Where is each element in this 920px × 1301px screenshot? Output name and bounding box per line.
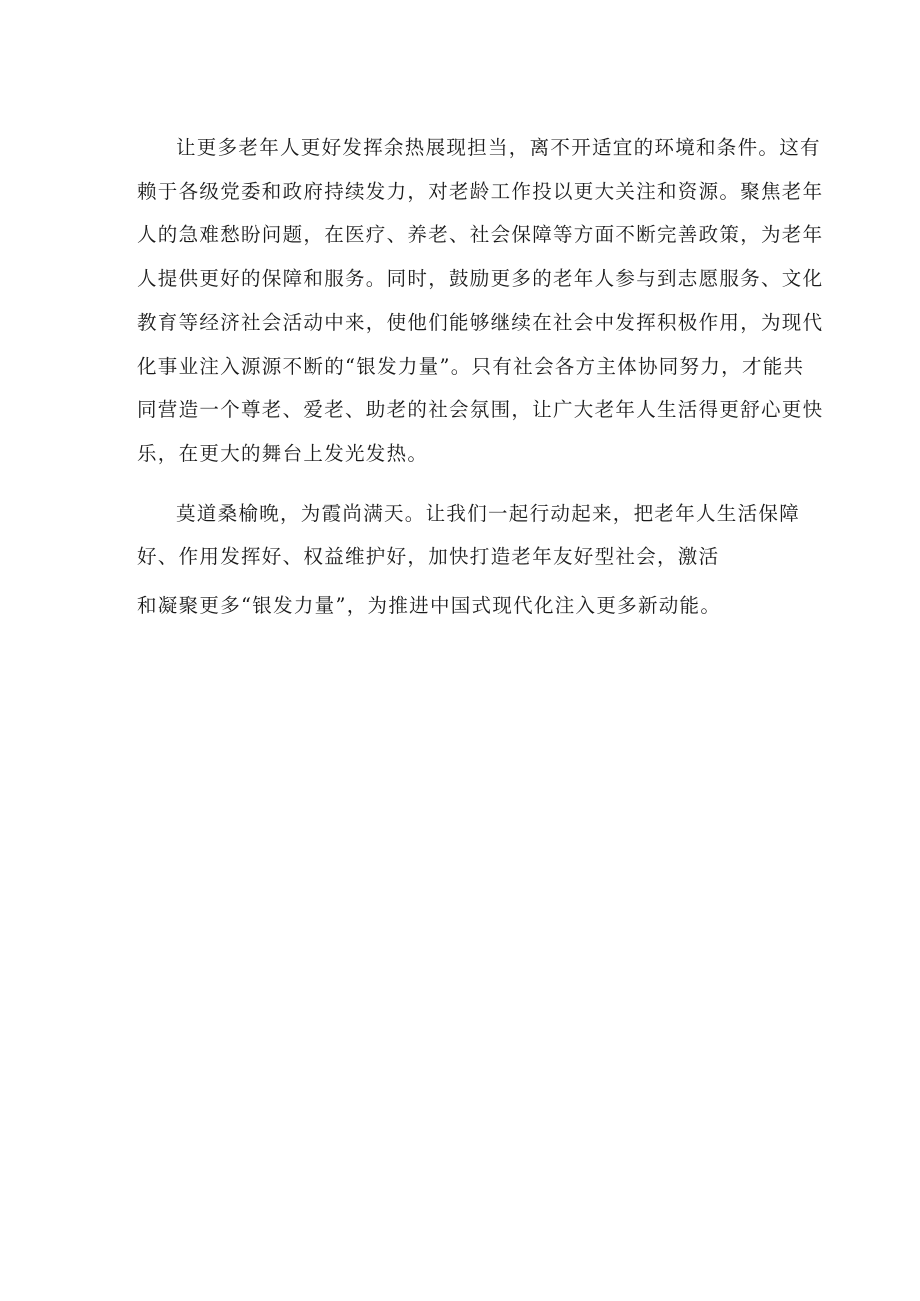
paragraph-line: 教育等经济社会活动中来，使他们能够继续在社会中发挥积极作用，为现代 <box>137 310 824 334</box>
paragraph-3 <box>137 584 793 627</box>
paragraph-line: 莫道桑榆晚，为霞尚满天。让我们一起行动起来，把老年人生活保障 <box>176 501 801 525</box>
paragraph-line: 和凝聚更多“银发力量”，为推进中国式现代化注入更多新动能。 <box>137 593 722 617</box>
paragraph-line: 赖于各级党委和政府持续发力，对老龄工作投以更大关注和资源。聚焦老年 <box>137 179 824 203</box>
paragraph-line: 化事业注入源源不断的“银发力量”。只有社会各方主体协同努力，才能共 <box>137 354 805 378</box>
paragraph-2 <box>137 492 801 578</box>
paragraph-1 <box>137 126 824 476</box>
paragraph-line: 好、作用发挥好、权益维护好，加快打造老年友好型社会，激活 <box>137 544 720 568</box>
paragraph-line: 乐，在更大的舞台上发光发热。 <box>137 441 429 465</box>
paragraph-line: 同营造一个尊老、爱老、助老的社会氛围，让广大老年人生活得更舒心更快 <box>137 398 824 422</box>
document-body <box>137 126 824 627</box>
paragraph-line: 人的急难愁盼问题，在医疗、养老、社会保障等方面不断完善政策，为老年 <box>137 223 824 247</box>
paragraph-line: 人提供更好的保障和服务。同时，鼓励更多的老年人参与到志愿服务、文化 <box>137 267 824 291</box>
paragraph-line: 让更多老年人更好发挥余热展现担当，离不开适宜的环境和条件。这有 <box>176 136 821 159</box>
